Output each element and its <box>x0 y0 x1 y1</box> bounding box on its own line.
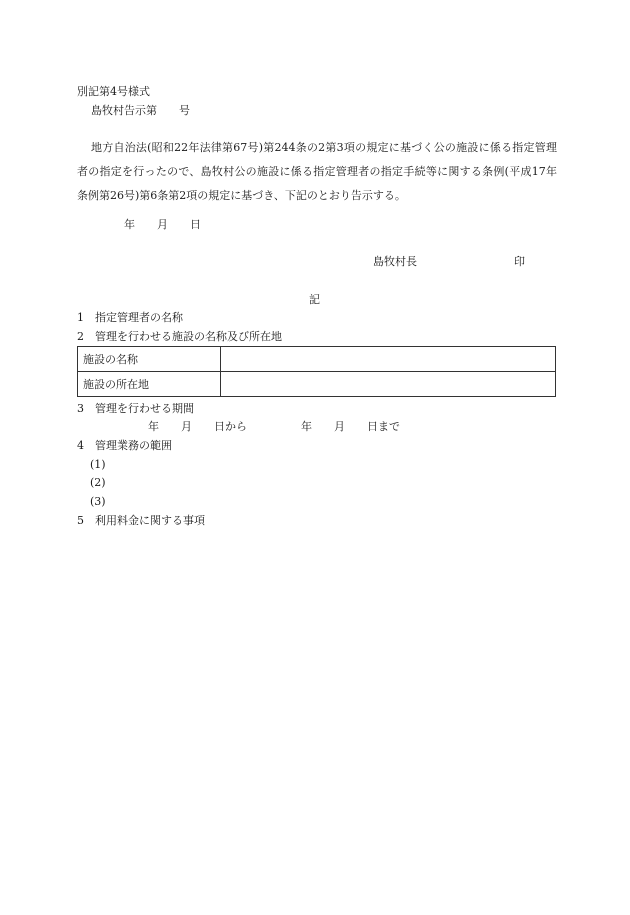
period-to: 年 月 日まで <box>301 420 400 433</box>
facility-table <box>77 346 556 397</box>
item-5-usage-fees: 5 利用料金に関する事項 <box>77 514 205 527</box>
table-row <box>78 372 556 397</box>
signer-title: 島牧村長 <box>373 255 417 268</box>
ki-heading: 記 <box>309 293 320 306</box>
item-1-designated-manager-name: 1 指定管理者の名称 <box>77 311 183 324</box>
form-number: 別記第4号様式 <box>77 85 150 98</box>
notice-number: 島牧村告示第 号 <box>91 104 190 117</box>
facility-name-label: 施設の名称 <box>78 347 221 372</box>
sub-item-3: (3) <box>90 495 106 508</box>
notice-paragraph: 地方自治法(昭和22年法律第67号)第244条の2第3項の規定に基づく公の施設に係る指定管理者の指定を行ったので、島牧村公の施設に係る指定管理者の指定手続等に関する条例(平成17年条例第26号)第6条第2項の規定に基づき、下記のとおり告示する。 <box>77 141 557 202</box>
seal-mark: 印 <box>514 255 525 268</box>
sub-item-1: (1) <box>90 458 106 471</box>
sub-item-2: (2) <box>90 476 106 489</box>
item-3-management-period: 3 管理を行わせる期間 <box>77 402 194 415</box>
facility-name-value <box>221 347 556 372</box>
facility-location-label: 施設の所在地 <box>78 372 221 397</box>
period-from: 年 月 日から <box>148 420 247 433</box>
table-row <box>78 347 556 372</box>
item-2-facility-name-location: 2 管理を行わせる施設の名称及び所在地 <box>77 330 282 343</box>
notice-date: 年 月 日 <box>124 218 201 231</box>
facility-location-value <box>221 372 556 397</box>
item-4-scope-of-work: 4 管理業務の範囲 <box>77 439 172 452</box>
